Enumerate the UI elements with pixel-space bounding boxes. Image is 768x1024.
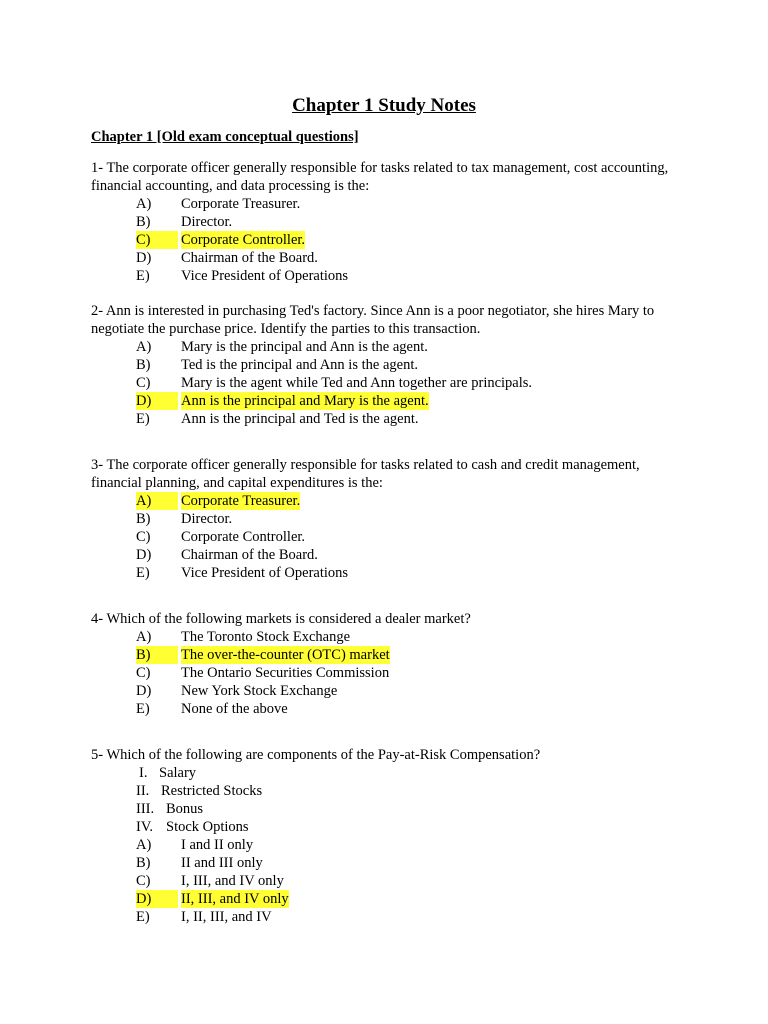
question-text: 4- Which of the following markets is considered a dealer market? (91, 611, 471, 627)
option-c (91, 528, 691, 546)
option-letter: D) (136, 250, 152, 266)
option-text: I, III, and IV only (181, 873, 284, 889)
option-b (91, 356, 691, 374)
option-text: II and III only (181, 855, 263, 871)
question-1 (91, 159, 691, 285)
option-c (91, 374, 691, 392)
option-letter: B) (136, 214, 151, 230)
option-a (91, 338, 691, 356)
option-text: II, III, and IV only (181, 891, 289, 907)
option-letter: E) (136, 268, 150, 284)
roman-item-part: Restricted Stocks (161, 783, 263, 799)
option-text: Vice President of Operations (181, 268, 349, 284)
option-letter: C) (136, 665, 151, 681)
option-text: Mary is the agent while Ted and Ann together are principals. (181, 375, 533, 391)
roman-item-1 (91, 764, 691, 782)
roman-item-part: I. (139, 765, 148, 781)
option-a (91, 628, 691, 646)
option-e (91, 908, 691, 926)
question-text: 1- The corporate officer generally responsible for tasks related to tax management, cost accounting, financial accounting, and data processing is the: (91, 160, 669, 194)
roman-item-part: Stock Options (166, 819, 249, 835)
option-text: None of the above (181, 701, 288, 717)
roman-item-part: III. (136, 801, 155, 817)
option-a-highlighted (91, 492, 691, 510)
option-letter: A) (136, 196, 152, 212)
option-letter: D) (136, 890, 178, 908)
roman-item-part: IV. (136, 819, 154, 835)
option-text: Ted is the principal and Ann is the agent. (181, 357, 418, 373)
question-text: 3- The corporate officer generally responsible for tasks related to cash and credit management, financial planning, and capital expenditures is the: (91, 457, 640, 491)
option-b (91, 213, 691, 231)
option-letter: C) (136, 529, 151, 545)
option-d (91, 546, 691, 564)
option-text: Director. (181, 511, 233, 527)
option-letter: B) (136, 511, 151, 527)
option-letter: E) (136, 411, 150, 427)
option-text: I, II, III, and IV (181, 909, 272, 925)
option-a (91, 195, 691, 213)
roman-item-part: Bonus (166, 801, 204, 817)
question-5 (91, 746, 691, 926)
option-letter: A) (136, 339, 152, 355)
question-4 (91, 610, 691, 718)
roman-item-part: Salary (159, 765, 197, 781)
roman-item-2 (91, 782, 691, 800)
option-b (91, 510, 691, 528)
option-e (91, 267, 691, 285)
option-text: Corporate Treasurer. (181, 196, 301, 212)
question-3 (91, 456, 691, 582)
option-letter: A) (136, 492, 178, 510)
option-d (91, 682, 691, 700)
question-text: 5- Which of the following are components of the Pay-at-Risk Compensation? (91, 747, 541, 763)
option-c (91, 872, 691, 890)
option-d (91, 249, 691, 267)
option-letter: B) (136, 855, 151, 871)
option-letter: D) (136, 683, 152, 699)
question-text: 2- Ann is interested in purchasing Ted's factory. Since Ann is a poor negotiator, she hires Mary to negotiate the purchase price. Identify the parties to this transaction. (91, 303, 655, 337)
option-letter: E) (136, 565, 150, 581)
option-text: Corporate Treasurer. (181, 493, 301, 509)
roman-item-3 (91, 800, 691, 818)
option-text: I and II only (181, 837, 254, 853)
option-letter: A) (136, 837, 152, 853)
option-text: Corporate Controller. (181, 232, 306, 248)
option-letter: E) (136, 909, 150, 925)
option-text: Vice President of Operations (181, 565, 349, 581)
roman-item-part: II. (136, 783, 150, 799)
option-letter: B) (136, 646, 178, 664)
option-letter: C) (136, 375, 151, 391)
option-text: Ann is the principal and Mary is the agent. (181, 393, 429, 409)
option-text: New York Stock Exchange (181, 683, 338, 699)
option-text: The Ontario Securities Commission (181, 665, 390, 681)
option-b-highlighted (91, 646, 691, 664)
option-letter: C) (136, 873, 151, 889)
option-e (91, 700, 691, 718)
option-c (91, 664, 691, 682)
option-text: The over-the-counter (OTC) market (181, 647, 390, 663)
roman-item-4 (91, 818, 691, 836)
option-letter: E) (136, 701, 150, 717)
option-b (91, 854, 691, 872)
option-letter: A) (136, 629, 152, 645)
option-d-highlighted (91, 890, 691, 908)
option-letter: C) (136, 231, 178, 249)
option-text: Director. (181, 214, 233, 230)
option-e (91, 564, 691, 582)
option-text: The Toronto Stock Exchange (181, 629, 351, 645)
page-title: Chapter 1 Study Notes (292, 95, 476, 116)
option-text: Chairman of the Board. (181, 250, 318, 266)
option-d-highlighted (91, 392, 691, 410)
option-text: Chairman of the Board. (181, 547, 318, 563)
option-e (91, 410, 691, 428)
section-heading: Chapter 1 [Old exam conceptual questions] (91, 129, 359, 145)
option-letter: D) (136, 547, 152, 563)
option-a (91, 836, 691, 854)
option-c-highlighted (91, 231, 691, 249)
option-text: Ann is the principal and Ted is the agent. (181, 411, 419, 427)
option-letter: D) (136, 392, 178, 410)
option-text: Corporate Controller. (181, 529, 306, 545)
option-text: Mary is the principal and Ann is the agent. (181, 339, 428, 355)
question-2 (91, 302, 691, 428)
option-letter: B) (136, 357, 151, 373)
